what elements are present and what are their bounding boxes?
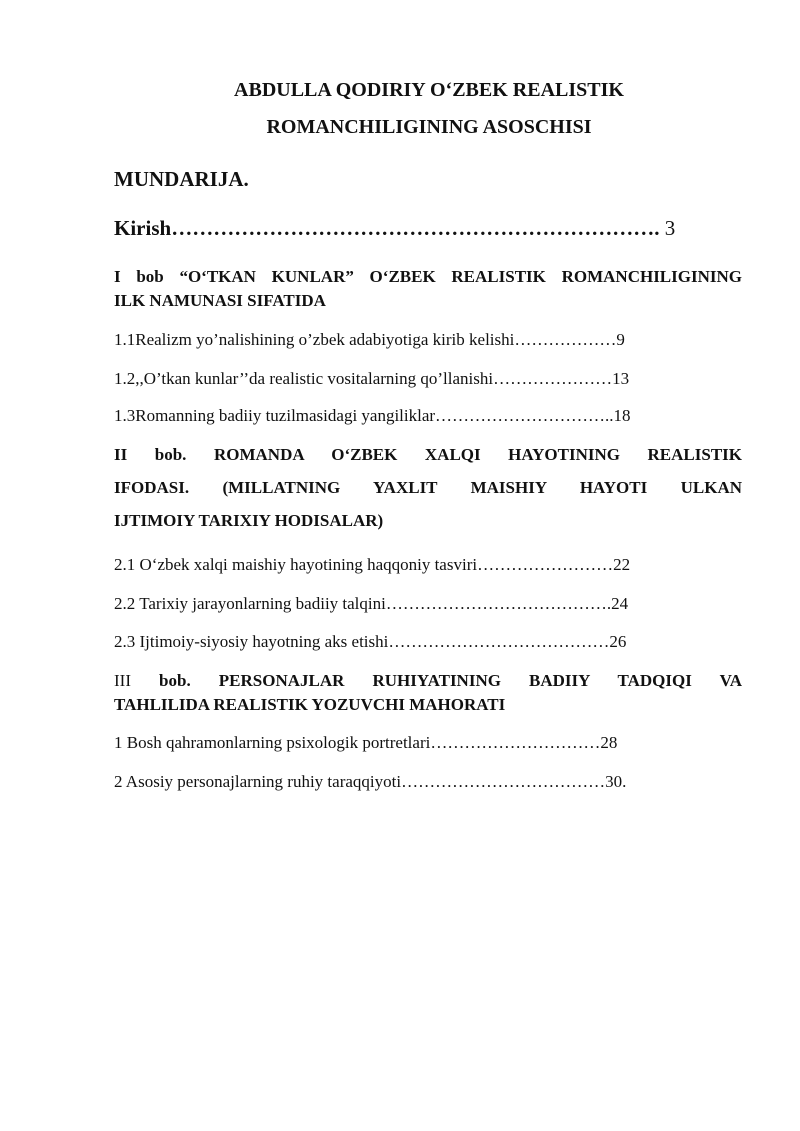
toc-heading: MUNDARIJA. (114, 167, 249, 191)
chapter-2-heading-line-2: IFODASI. (MILLATNING YAXLIT MAISHIY HAYOTI ULKAN (114, 478, 742, 497)
chapter-3-roman-numeral: III (114, 671, 131, 690)
toc-entry-2-3: 2.3 Ijtimoiy-siyosiy hayotning aks etishi…………………………………26 (114, 632, 627, 651)
toc-entry-3-1: 1 Bosh qahramonlarning psixologik portretlari…………………………28 (114, 733, 618, 752)
chapter-3-heading-line-1-text: bob. PERSONAJLAR RUHIYATINING BADIIY TADQIQI VA (130, 671, 742, 690)
toc-entry-2-1: 2.1 O‘zbek xalqi maishiy hayotining haqqoniy tasviri……………………22 (114, 555, 631, 574)
chapter-3-heading (114, 669, 742, 717)
chapter-2-heading (114, 443, 742, 542)
toc-entry-3-2: 2 Asosiy personajlarning ruhiy taraqqiyoti………………………………30. (114, 772, 627, 791)
document-title-line-2: ROMANCHILIGINING ASOSCHISI (266, 116, 592, 138)
toc-entry-1-2: 1.2,,O’tkan kunlar’’da realistic vositalarning qo’llanishi…………………13 (114, 369, 630, 388)
toc-entry-intro (114, 216, 675, 241)
toc-entry-intro-page: 3 (664, 216, 676, 240)
chapter-1-heading-line-2: ILK NAMUNASI SIFATIDA (114, 291, 326, 310)
chapter-1-heading-line-1: I bob “O‘TKAN KUNLAR” O‘ZBEK REALISTIK ROMANCHILIGINING (114, 267, 742, 286)
toc-entry-2-2: 2.2 Tarixiy jarayonlarning badiiy talqini………………………………….24 (114, 594, 629, 613)
chapter-3-heading-line-2: TAHLILIDA REALISTIK YOZUVCHI MAHORATI (114, 695, 506, 714)
document-title-line-1: ABDULLA QODIRIY O‘ZBEK REALISTIK (234, 79, 624, 101)
chapter-1-heading (114, 265, 742, 313)
chapter-2-heading-line-1: II bob. ROMANDA O‘ZBEK XALQI HAYOTINING REALISTIK (114, 445, 742, 464)
toc-entry-intro-leader: ……………………………………………………………. (171, 216, 665, 240)
chapter-3-heading-line-1 (114, 669, 742, 693)
toc-entry-1-3: 1.3Romanning badiiy tuzilmasidagi yangiliklar…………………………..18 (114, 406, 631, 425)
toc-entry-intro-label: Kirish (114, 216, 172, 240)
toc-entry-1-1: 1.1Realizm yo’nalishining o’zbek adabiyotiga kirib kelishi………………9 (114, 330, 625, 349)
chapter-2-heading-line-3: IJTIMOIY TARIXIY HODISALAR) (114, 511, 384, 530)
